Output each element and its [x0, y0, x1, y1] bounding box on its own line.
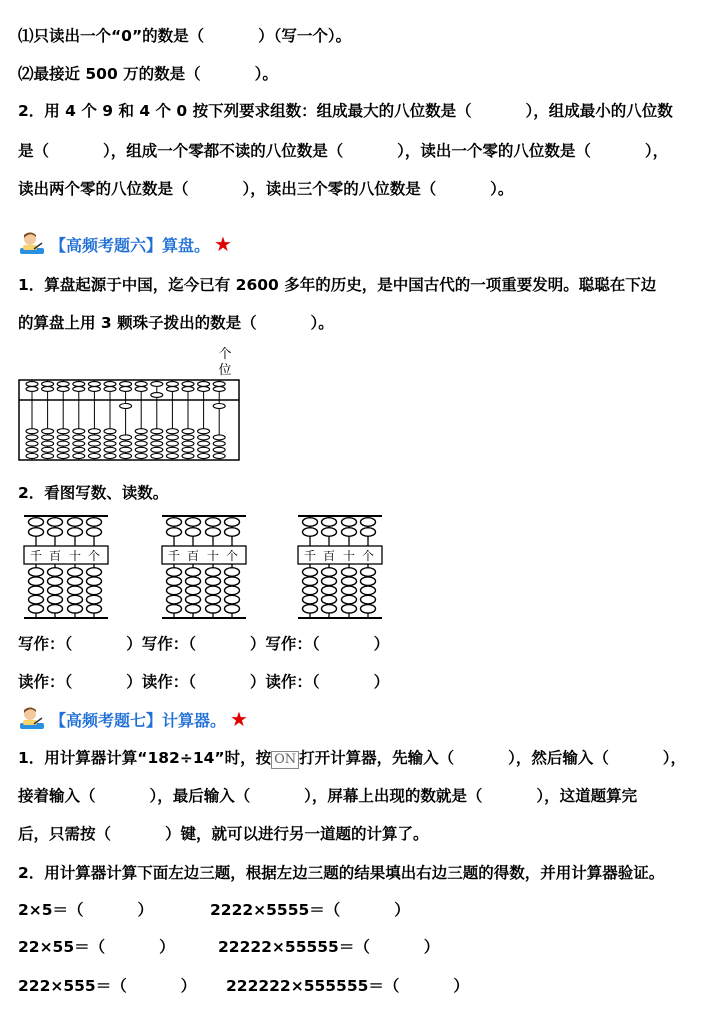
- bead: [29, 586, 44, 595]
- bead: [225, 595, 240, 604]
- abacus-bead: [213, 435, 225, 440]
- bead: [87, 577, 102, 586]
- bead: [87, 518, 102, 527]
- student-writing-icon: [18, 231, 46, 257]
- calc-left-1: 2×5＝（ ）: [18, 901, 154, 919]
- bead: [206, 518, 221, 527]
- bead: [186, 528, 201, 537]
- place-label: 百: [48, 549, 62, 563]
- abacus-bead: [151, 429, 163, 434]
- abacus-bead: [166, 435, 178, 440]
- read-row: 读作：（ ）读作：（ ）读作：（ ）: [18, 673, 390, 691]
- bead: [87, 595, 102, 604]
- abacus-bead: [151, 382, 163, 387]
- bead: [342, 595, 357, 604]
- calc-left-3: 222×555＝（ ）: [18, 977, 197, 995]
- bead: [167, 605, 182, 614]
- bead: [361, 528, 376, 537]
- abacus-bead: [166, 447, 178, 452]
- bead: [206, 595, 221, 604]
- bead: [303, 518, 318, 527]
- abacus-body: [19, 380, 239, 460]
- bead: [186, 605, 201, 614]
- abacus-bead: [135, 441, 147, 446]
- bead: [225, 577, 240, 586]
- bead: [29, 595, 44, 604]
- bead: [68, 586, 83, 595]
- bead: [225, 568, 240, 577]
- ones-label-bottom: 位: [218, 363, 232, 378]
- bead: [225, 605, 240, 614]
- abacus-bead: [73, 429, 85, 434]
- abacus-bead: [182, 447, 194, 452]
- abacus-bead: [120, 387, 132, 392]
- calculator-question-1-line-1: [18, 748, 686, 769]
- abacus-bead: [120, 382, 132, 387]
- abacus-bead: [42, 387, 54, 392]
- abacus-bead: [182, 435, 194, 440]
- bead: [361, 577, 376, 586]
- bead: [29, 577, 44, 586]
- bead: [303, 605, 318, 614]
- bead: [48, 518, 63, 527]
- bead: [68, 595, 83, 604]
- question-2-line-1: 2．用 4 个 9 和 4 个 0 按下列要求组数：组成最大的八位数是（ ），组成最小的八位数: [18, 102, 673, 120]
- abacus-bead: [57, 429, 69, 434]
- abacus-bead: [104, 454, 116, 459]
- abacus-bead: [120, 404, 132, 409]
- bead: [68, 568, 83, 577]
- abacus-bead: [88, 435, 100, 440]
- section-6-heading: [18, 231, 232, 257]
- bead: [225, 518, 240, 527]
- abacus-bead: [182, 454, 194, 459]
- bead: [206, 528, 221, 537]
- abacus-bead: [73, 382, 85, 387]
- question-2-line-2: 是（ ），组成一个零都不读的八位数是（ ），读出一个零的八位数是（ ），: [18, 142, 669, 160]
- ones-label-top: 个: [218, 347, 232, 362]
- bead: [167, 568, 182, 577]
- place-label: 个: [361, 549, 375, 563]
- abacus-bead: [104, 435, 116, 440]
- abacus-bead: [135, 447, 147, 452]
- question-2-line-3: 读出两个零的八位数是（ ），读出三个零的八位数是（ ）。: [18, 180, 514, 198]
- abacus-bead: [88, 387, 100, 392]
- abacus-bead: [57, 447, 69, 452]
- abacus-bead: [104, 382, 116, 387]
- bead: [206, 605, 221, 614]
- calculator-question-2: 2．用计算器计算下面左边三题，根据左边三题的结果填出右边三题的得数，并用计算器验证。: [18, 864, 665, 882]
- bead: [322, 528, 337, 537]
- abacus-bead: [135, 454, 147, 459]
- bead: [186, 577, 201, 586]
- star-icon: ★: [214, 232, 232, 256]
- bead: [322, 518, 337, 527]
- place-label: 千: [303, 549, 317, 563]
- q1-prefix: 1．用计算器计算“182÷14”时，按: [18, 749, 272, 767]
- on-key: ON: [271, 751, 299, 769]
- bead: [87, 605, 102, 614]
- abacus-bead: [57, 441, 69, 446]
- abacus-bead: [182, 382, 194, 387]
- abacus-bead: [104, 441, 116, 446]
- star-icon: ★: [230, 707, 248, 731]
- bead: [225, 586, 240, 595]
- bead: [342, 528, 357, 537]
- bead: [48, 577, 63, 586]
- bead: [68, 605, 83, 614]
- bead: [322, 605, 337, 614]
- abacus-bead: [135, 382, 147, 387]
- suanpan-abacus: [18, 346, 242, 464]
- section-6-title: 【高频考题六】算盘。: [50, 235, 211, 255]
- abacus-bead: [73, 387, 85, 392]
- abacus-bead: [213, 404, 225, 409]
- abacus-bead: [88, 382, 100, 387]
- bead: [342, 568, 357, 577]
- section-7-title: 【高频考题七】计算器。: [50, 710, 227, 730]
- bead: [361, 518, 376, 527]
- bead: [186, 586, 201, 595]
- abacus-bead: [88, 441, 100, 446]
- bead: [186, 595, 201, 604]
- bead: [361, 586, 376, 595]
- bead: [167, 577, 182, 586]
- abacus-question-1-line-2: 的算盘上用 3 颗珠子拨出的数是（ ）。: [18, 314, 334, 332]
- bead: [342, 586, 357, 595]
- calculator-question-1-line-3: 后，只需按（ ）键，就可以进行另一道题的计算了。: [18, 825, 429, 843]
- abacus-bead: [104, 447, 116, 452]
- bead: [29, 528, 44, 537]
- bead: [342, 577, 357, 586]
- bead: [29, 568, 44, 577]
- abacus-bead: [57, 454, 69, 459]
- bead: [48, 528, 63, 537]
- abacus-bead: [42, 447, 54, 452]
- abacus-bead: [198, 387, 210, 392]
- abacus-bead: [151, 441, 163, 446]
- question-1-part-2: ⑵最接近 500 万的数是（ ）。: [18, 65, 278, 83]
- abacus-bead: [198, 447, 210, 452]
- abacus-bead: [57, 382, 69, 387]
- abacus-bead: [166, 429, 178, 434]
- bead: [167, 528, 182, 537]
- bead: [29, 605, 44, 614]
- write-row: 写作：（ ）写作：（ ）写作：（ ）: [18, 635, 390, 653]
- abacus-bead: [213, 447, 225, 452]
- bead: [167, 595, 182, 604]
- abacus-bead: [42, 429, 54, 434]
- bead: [87, 528, 102, 537]
- abacus-question-1-line-1: 1．算盘起源于中国，迄今已有 2600 多年的历史，是中国古代的一项重要发明。聪聪在下边: [18, 276, 657, 294]
- abacus-bead: [26, 382, 38, 387]
- bead: [167, 586, 182, 595]
- abacus-bead: [104, 387, 116, 392]
- abacus-bead: [120, 441, 132, 446]
- abacus-bead: [166, 441, 178, 446]
- abacus-bead: [182, 387, 194, 392]
- bead: [303, 528, 318, 537]
- bead: [303, 586, 318, 595]
- bead: [303, 568, 318, 577]
- abacus-bead: [26, 435, 38, 440]
- bead: [167, 518, 182, 527]
- bead: [322, 595, 337, 604]
- abacus-bead: [151, 454, 163, 459]
- abacus-bead: [213, 382, 225, 387]
- calc-right-1: 2222×5555＝（ ）: [210, 901, 410, 919]
- bead: [48, 586, 63, 595]
- abacus-bead: [57, 435, 69, 440]
- abacus-bead: [88, 429, 100, 434]
- bead: [206, 577, 221, 586]
- bead: [48, 605, 63, 614]
- abacus-bead: [26, 447, 38, 452]
- abacus-bead: [42, 441, 54, 446]
- place-label: 十: [206, 549, 220, 563]
- calc-right-2: 22222×55555＝（ ）: [218, 938, 440, 956]
- calculator-question-1-line-2: 接着输入（ ），最后输入（ ），屏幕上出现的数就是（ ），这道题算完: [18, 787, 638, 805]
- abacus-bead: [182, 429, 194, 434]
- abacus-bead: [182, 441, 194, 446]
- bead: [342, 605, 357, 614]
- abacus-bead: [135, 429, 147, 434]
- bead: [322, 586, 337, 595]
- abacus-bead: [26, 429, 38, 434]
- place-label: 十: [68, 549, 82, 563]
- bead: [87, 586, 102, 595]
- calc-right-3: 222222×555555＝（ ）: [226, 977, 469, 995]
- q1-suffix: 打开计算器，先输入（ ），然后输入（ ），: [299, 749, 687, 767]
- abacus-bead: [166, 387, 178, 392]
- abacus-bead: [198, 382, 210, 387]
- abacus-bead: [120, 447, 132, 452]
- abacus-bead: [42, 382, 54, 387]
- bead: [48, 568, 63, 577]
- bead: [225, 528, 240, 537]
- abacus-bead: [26, 454, 38, 459]
- place-label: 百: [322, 549, 336, 563]
- abacus-bead: [26, 441, 38, 446]
- place-label: 个: [87, 549, 101, 563]
- student-writing-icon: [18, 706, 46, 732]
- bead: [303, 595, 318, 604]
- abacus-bead: [120, 435, 132, 440]
- abacus-bead: [151, 393, 163, 398]
- small-abacus-2: [158, 514, 250, 620]
- abacus-bead: [88, 447, 100, 452]
- abacus-bead: [166, 382, 178, 387]
- abacus-bead: [42, 454, 54, 459]
- bead: [68, 528, 83, 537]
- abacus-bead: [88, 454, 100, 459]
- abacus-bead: [213, 454, 225, 459]
- bead: [206, 568, 221, 577]
- bead: [206, 586, 221, 595]
- abacus-bead: [151, 435, 163, 440]
- abacus-bead: [198, 441, 210, 446]
- abacus-bead: [73, 435, 85, 440]
- bead: [29, 518, 44, 527]
- abacus-bead: [73, 454, 85, 459]
- bead: [48, 595, 63, 604]
- place-label: 千: [167, 549, 181, 563]
- bead: [361, 568, 376, 577]
- abacus-bead: [213, 441, 225, 446]
- abacus-bead: [42, 435, 54, 440]
- small-abacus-3: [294, 514, 386, 620]
- abacus-bead: [120, 454, 132, 459]
- abacus-bead: [57, 387, 69, 392]
- place-label: 个: [225, 549, 239, 563]
- bead: [87, 568, 102, 577]
- bead: [186, 568, 201, 577]
- bead: [68, 518, 83, 527]
- small-abacus-1: [20, 514, 112, 620]
- bead: [303, 577, 318, 586]
- bead: [68, 577, 83, 586]
- bead: [342, 518, 357, 527]
- section-7-heading: [18, 706, 248, 732]
- abacus-bead: [198, 435, 210, 440]
- place-label: 千: [29, 549, 43, 563]
- bead: [322, 577, 337, 586]
- calc-left-2: 22×55＝（ ）: [18, 938, 175, 956]
- abacus-bead: [198, 429, 210, 434]
- bead: [186, 518, 201, 527]
- place-label: 十: [342, 549, 356, 563]
- abacus-bead: [73, 441, 85, 446]
- abacus-bead: [73, 447, 85, 452]
- bead: [361, 605, 376, 614]
- abacus-bead: [26, 387, 38, 392]
- place-label: 百: [186, 549, 200, 563]
- abacus-bead: [213, 387, 225, 392]
- abacus-question-2: 2．看图写数、读数。: [18, 484, 169, 502]
- question-1-part-1: ⑴只读出一个“0”的数是（ ）（写一个）。: [18, 27, 352, 45]
- abacus-bead: [198, 454, 210, 459]
- abacus-bead: [104, 429, 116, 434]
- abacus-bead: [166, 454, 178, 459]
- bead: [322, 568, 337, 577]
- abacus-bead: [135, 387, 147, 392]
- abacus-bead: [151, 447, 163, 452]
- bead: [361, 595, 376, 604]
- abacus-bead: [135, 435, 147, 440]
